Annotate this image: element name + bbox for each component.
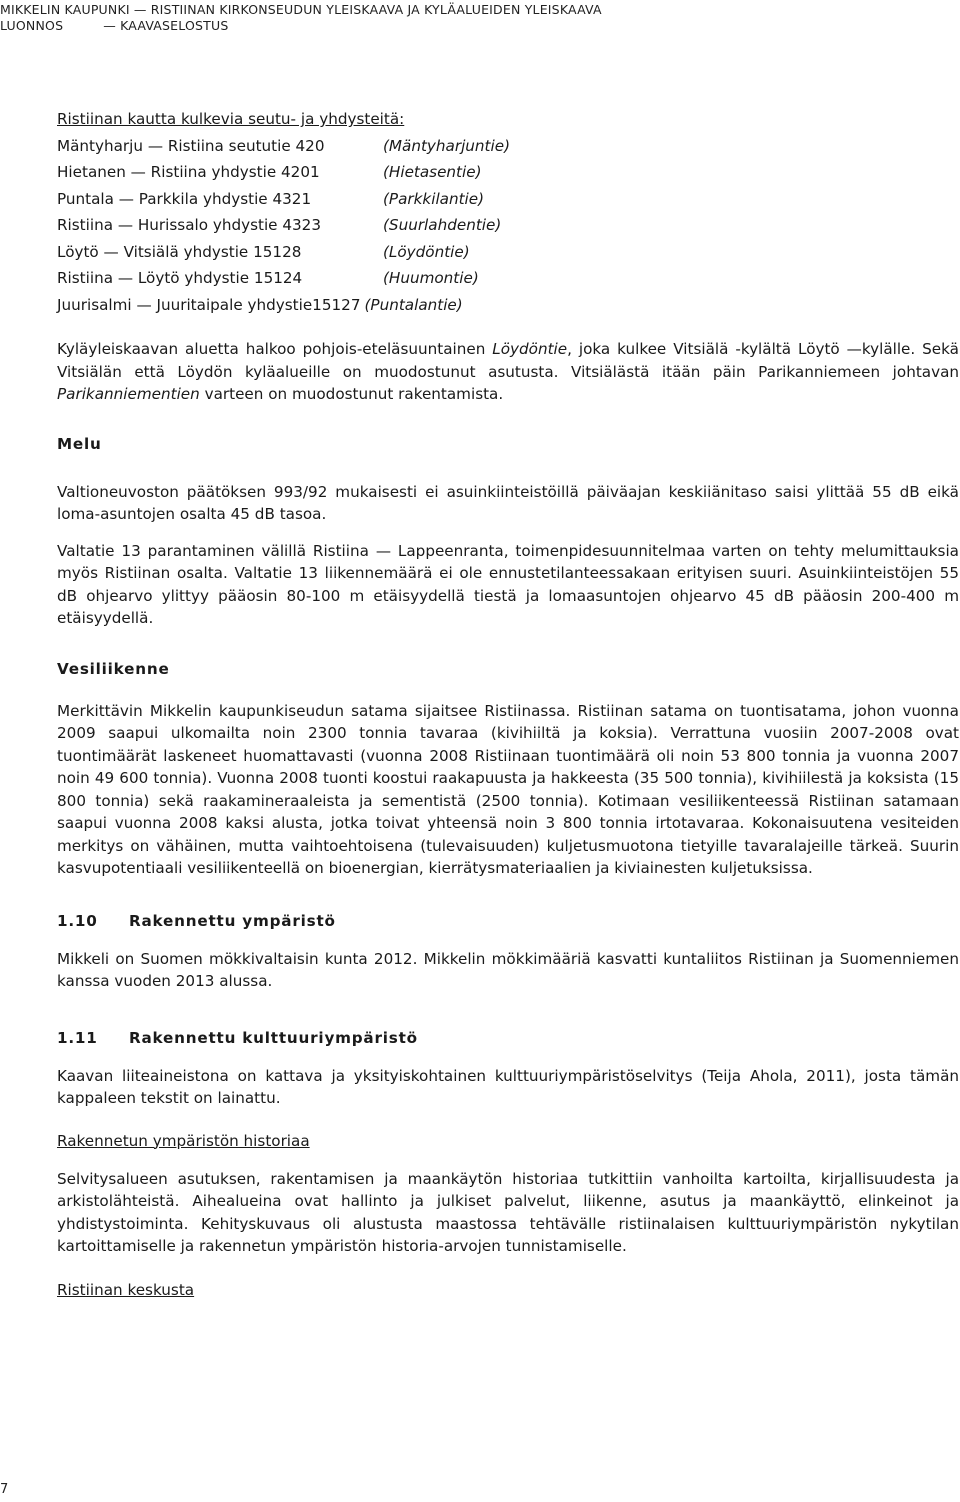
village-paragraph: [57, 338, 959, 406]
road-alias: (Suurlahdentie): [383, 216, 502, 234]
running-header: [0, 2, 602, 34]
header-doc-type: — KAAVASELOSTUS: [103, 18, 229, 33]
section-title: Rakennettu kulttuuriympäristö: [129, 1028, 418, 1047]
road-list: [57, 133, 959, 319]
road-name: Juurisalmi — Juuritaipale yhdystie15127: [57, 295, 361, 314]
road-name: Ristiina — Hurissalo yhdystie 4323: [57, 216, 321, 234]
section-1-10-paragraph: Mikkeli on Suomen mökkivaltaisin kunta 2012. Mikkelin mökkimääriä kasvatti kuntaliitos Ristiinan ja Suomenniemen kanssa vuoden 2013 alussa.: [57, 949, 959, 990]
road-name: Hietanen — Ristiina yhdystie 4201: [57, 163, 320, 181]
village-road-name-2: Parikanniementien: [57, 385, 200, 403]
road-item: [57, 133, 959, 160]
road-name: Puntala — Parkkila yhdystie 4321: [57, 189, 312, 208]
vesiliikenne-paragraph: Merkittävin Mikkelin kaupunkiseudun satama sijaitsee Ristiinassa. Ristiinan satama on tuontisatama, johon vuonna 2009 saapui ulkomailta noin 2300 tonnia tavaraa (kivihiiltä ja koksia). Verrattuna vuosiin 2007-2008 ovat tuontimäärät laskeneet huomattavasti (vuonna 2008 Ristiinaan tuontimäärä oli noin 53 800 tonnia ja vuonna 2007 noin 49 600 tonnia). Vuonna 2008 tuonti koostui raakapuusta ja hakkeesta (35 500 tonnia), kivihiilestä ja koksista (15 800 tonnia) sekä raakamineraaleista ja sementistä (2500 tonnia). Kotimaan vesiliikenteessä Ristiinan satamaan saapui vuonna 2008 kaksi alusta, jotka toivat yhteensä noin 3 800 tonnia irtotavaraa. Kokonaisuutena vesiteiden merkitys on vähäinen, mutta vaihtoehtoisena (tulevaisuuden) kuljetusmuotona tietyille tavaralajeille tärkeä. Suurin kasvupotentiaali vesiliikenteellä on bioenergian, kierrätysmateriaalien ja kiviainesten kuljetuksissa.: [57, 701, 959, 877]
road-item: [57, 212, 959, 239]
melu-paragraph-2: Valtatie 13 parantaminen välillä Ristiina — Lappeenranta, toimenpidesuunnitelmaa varten on tehty melumittauksia myös Ristiinan osalta. Valtatie 13 liikennemäärä ei ole ennustetilanteessakaan erityisen suuri. Asuinkiinteistöjen 55 dB ohjearvo ylittyy pääosin 80-100 m etäisyydellä tiestä ja lomaasuntojen ohjearvo 45 dB pääosin 200-400 m etäisyydellä.: [57, 541, 959, 627]
section-title: Rakennettu ympäristö: [129, 911, 336, 930]
history-subheading: Rakennetun ympäristön historiaa: [57, 1131, 310, 1150]
center-subheading: Ristiinan keskusta: [57, 1280, 195, 1299]
village-text-2: , joka kulkee Vitsiälä -kylältä Löytö —kylälle. Sekä Vitsiälän että Löydön kyläalueille on muodostunut asutusta. Vitsiälästä itään päin Parikanniemeen johtavan: [57, 340, 959, 381]
roads-title: Ristiinan kautta kulkevia seutu- ja yhdysteitä:: [57, 110, 405, 128]
header-line-2: [0, 18, 602, 34]
section-1-11-heading: [57, 1027, 959, 1049]
village-road-name-1: Löydöntie: [492, 340, 568, 358]
vesiliikenne-heading: Vesiliikenne: [57, 659, 170, 678]
road-item: [57, 186, 959, 213]
road-name: Ristiina — Löytö yhdystie 15124: [57, 269, 303, 287]
page-content: [57, 106, 959, 1301]
road-alias: (Puntalantie): [364, 295, 463, 314]
road-item: [57, 159, 959, 186]
village-text-3: varteen on muodostunut rakentamista.: [199, 385, 504, 403]
road-item: [57, 292, 959, 319]
road-alias: (Huumontie): [383, 269, 479, 287]
road-alias: (Parkkilantie): [383, 189, 485, 208]
village-text-1: Kyläyleiskaavan aluetta halkoo pohjois-eteläsuuntainen: [57, 340, 493, 358]
road-name: Löytö — Vitsiälä yhdystie 15128: [57, 242, 302, 261]
road-item: [57, 265, 959, 292]
road-alias: (Hietasentie): [383, 163, 482, 181]
history-paragraph: Selvitysalueen asutuksen, rakentamisen ja maankäytön historiaa tutkittiin vanhoilta kartoilta, kirjallisuudesta ja arkistolähteistä. Aihealueina ovat hallinto ja julkiset palvelut, liikenne, asutus ja maankäyttö, elinkeinot ja yhdistystoiminta. Kehityskuvaus oli alustusta maastossa tehtävälle ristiinalaisen kulttuuriympäristön nykytilan kartoittamiselle ja rakennetun ympäristön historia-arvojen tunnistamiselle.: [57, 1169, 959, 1255]
road-alias: (Mäntyharjuntie): [383, 136, 510, 155]
header-status: LUONNOS: [0, 18, 64, 33]
section-1-10-heading: [57, 910, 959, 932]
melu-paragraph-1: Valtioneuvoston päätöksen 993/92 mukaisesti ei asuinkiinteistöillä päiväajan keskiiänitaso saisi ylittää 55 dB eikä loma-asuntojen osalta 45 dB tasoa.: [57, 482, 959, 523]
road-item: [57, 239, 959, 266]
header-line-1: MIKKELIN KAUPUNKI — RISTIINAN KIRKONSEUDUN YLEISKAAVA JA KYLÄALUEIDEN YLEISKAAVA: [0, 2, 602, 17]
road-alias: (Löydöntie): [383, 242, 470, 261]
page-number: 7: [0, 1482, 9, 1497]
section-number: 1.10: [57, 911, 98, 930]
road-name: Mäntyharju — Ristiina seututie 420: [57, 136, 325, 155]
melu-heading: Melu: [57, 434, 102, 453]
section-1-11-paragraph-1: Kaavan liiteaineistona on kattava ja yksityiskohtainen kulttuuriympäristöselvitys (Teija Ahola, 2011), josta tämän kappaleen tekstit on lainattu.: [57, 1066, 959, 1107]
section-number: 1.11: [57, 1028, 98, 1047]
